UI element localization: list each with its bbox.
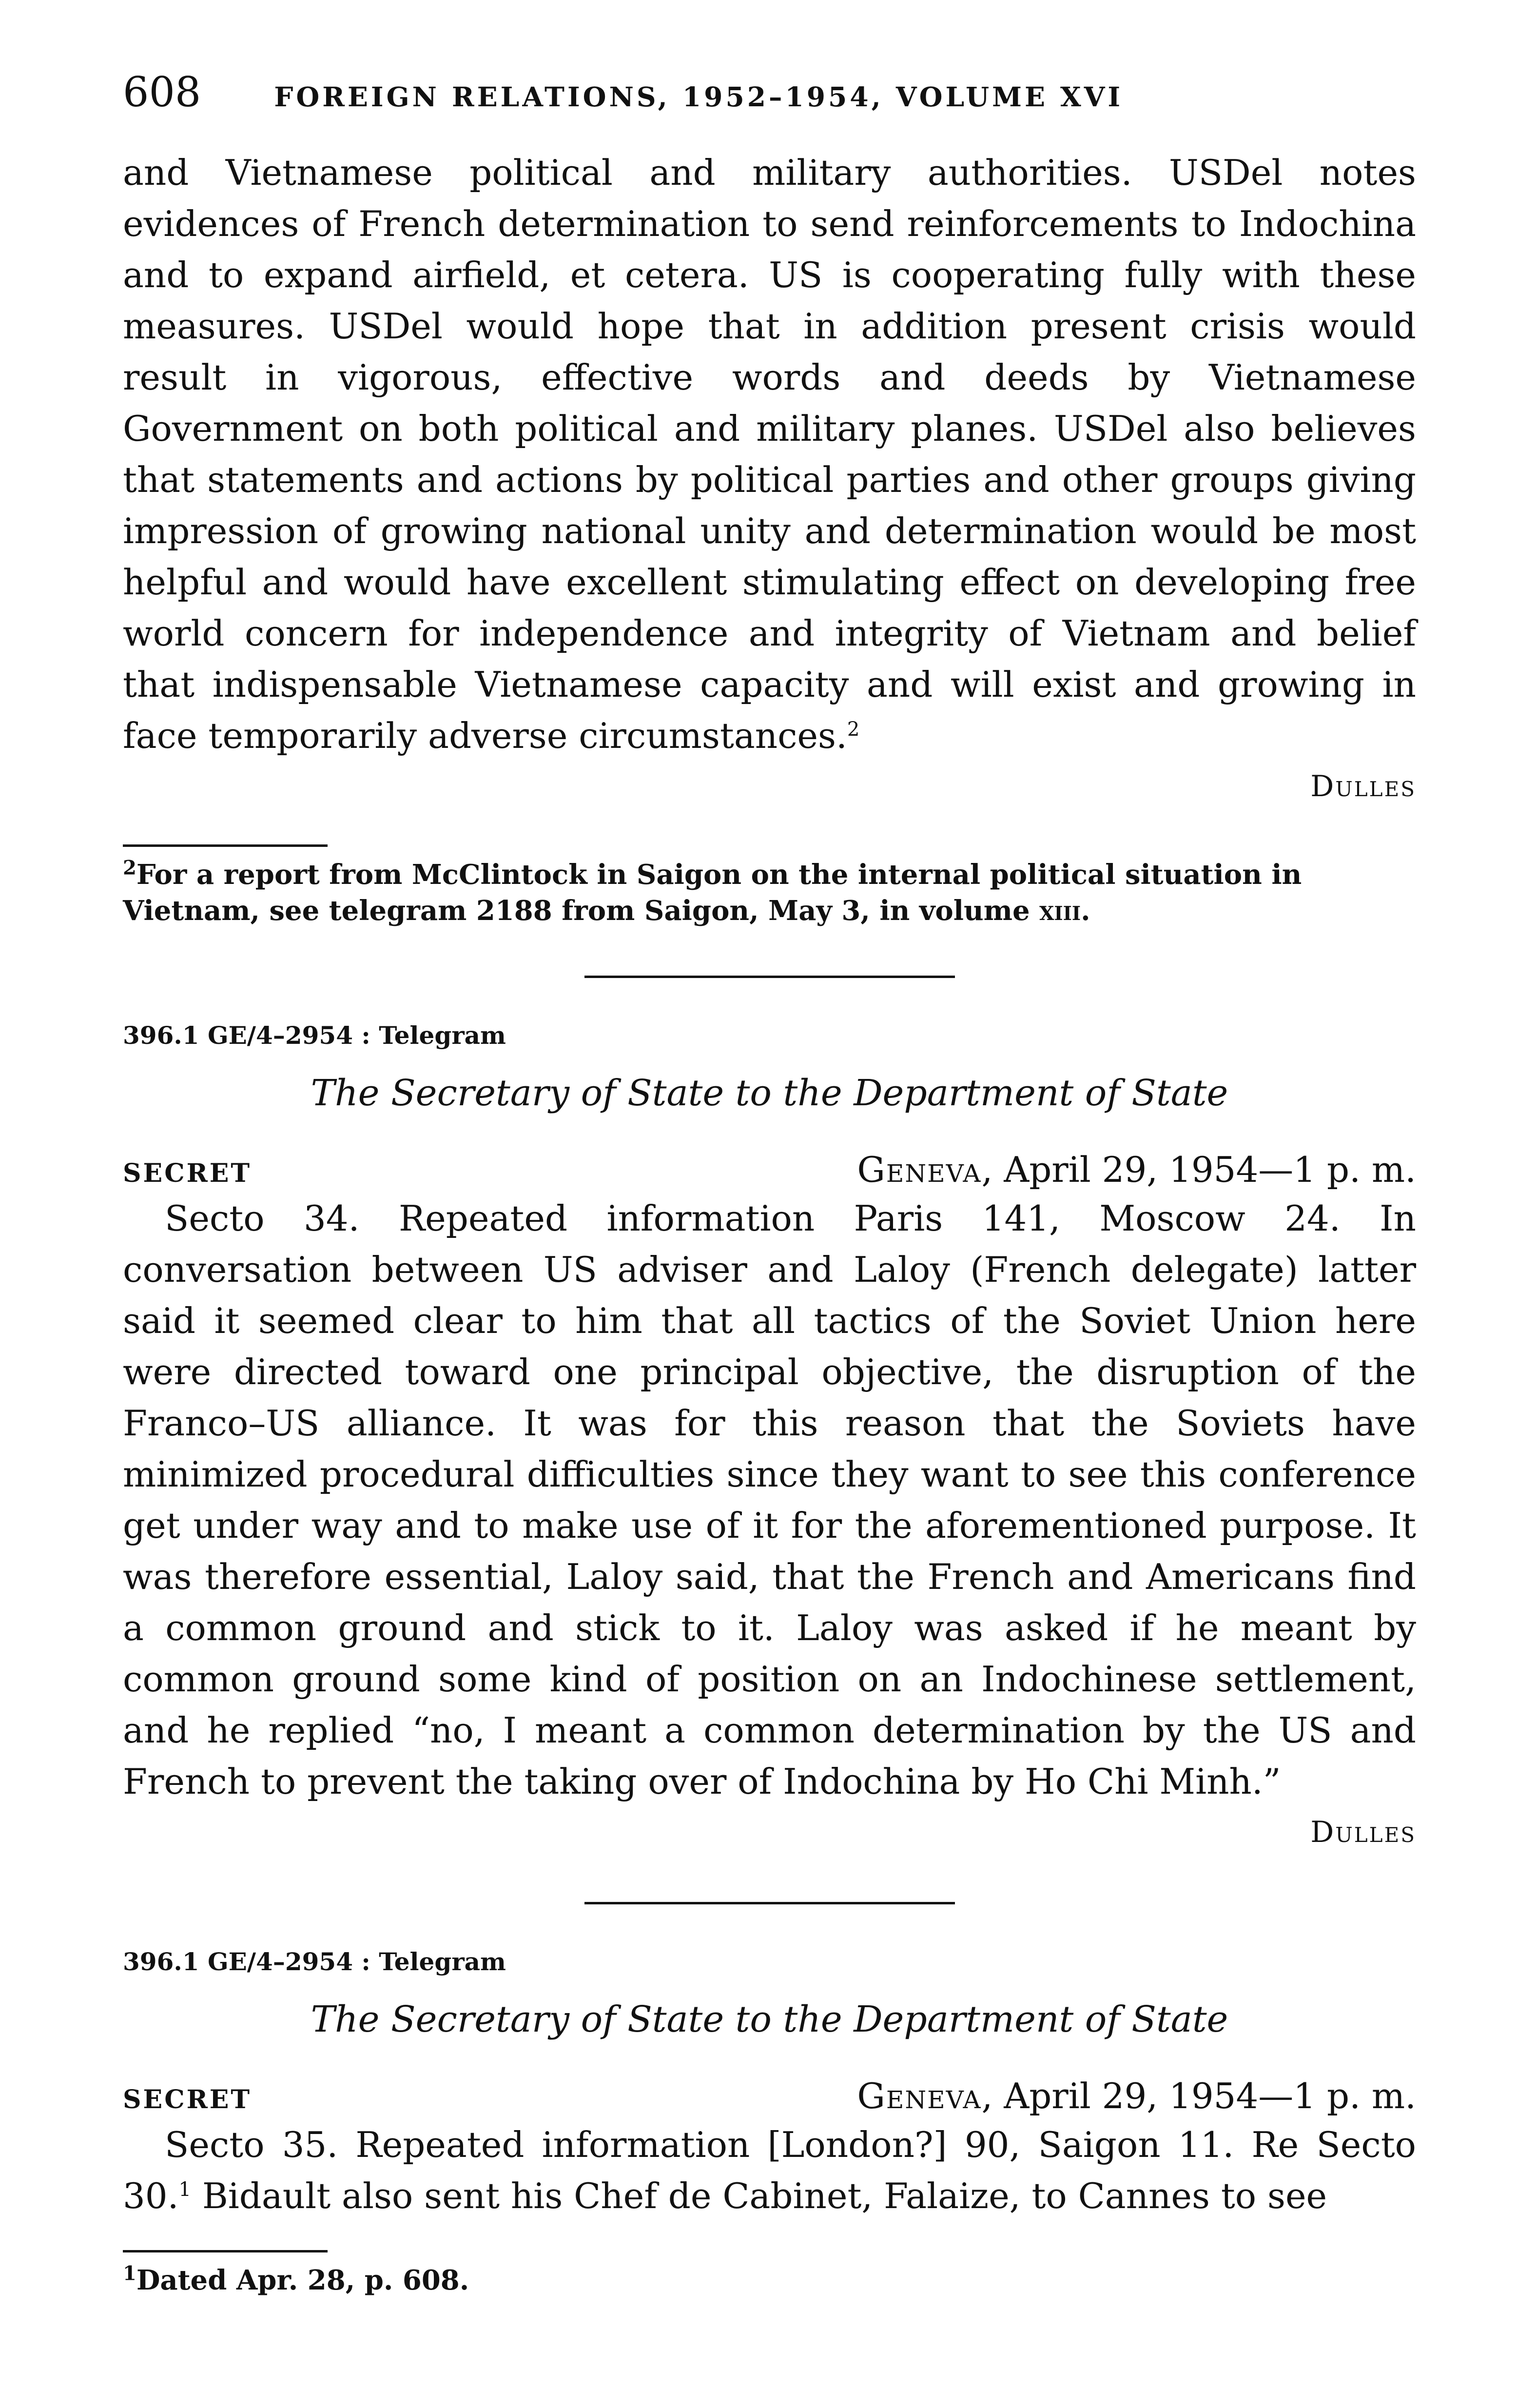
- page-number: 608: [123, 68, 201, 116]
- footnote-end: .: [1081, 895, 1090, 927]
- document-title: The Secretary of State to the Department of State: [311, 1072, 1228, 1114]
- footnote-volume: xiii: [1039, 895, 1081, 927]
- footnote-text: For a report from McClintock in Saigon on the internal political situation in Vietnam, see telegram 2188 from Saigon, May 3, in volume: [123, 859, 1302, 927]
- telegram-body: Secto 34. Repeated information Paris 141, Moscow 24. In conversation between US adviser and Laloy (French delegate) latter said it seemed clear to him that all tactics of the Soviet Union here were directed toward one principal objective, the disruption of the Franco–US alliance. It was for this reason that the Soviets have minimized procedural difficulties since they want to see this conference get under way and to make use of it for the aforementioned purpose. It was therefore essential, Laloy said, that the French and Americans find a common ground and stick to it. Laloy was asked if he meant by common ground some kind of position on an Indochinese settlement, and he replied “no, I meant a common determination by the US and French to prevent the taking over of Indochina by Ho Chi Minh.”: [123, 1198, 1416, 1802]
- footnote-text: Dated Apr. 28, p. 608.: [136, 2264, 469, 2296]
- classification: SECRET: [123, 1158, 252, 1188]
- file-reference: 396.1 GE/4–2954 : Telegram: [123, 1947, 506, 1976]
- document-title: The Secretary of State to the Department of State: [311, 1998, 1228, 2040]
- dateline: [857, 2075, 1416, 2116]
- dateline-place: Geneva: [857, 2075, 982, 2116]
- footnote-ref-1[interactable]: 1: [178, 2178, 191, 2201]
- dateline: [857, 1149, 1416, 1190]
- body-end: Bidault also sent his Chef de Cabinet, Falaize, to Cannes to see: [191, 2175, 1327, 2216]
- classification: SECRET: [123, 2085, 252, 2114]
- section-divider: [584, 1902, 955, 1904]
- section-divider: [584, 976, 955, 978]
- file-reference: 396.1 GE/4–2954 : Telegram: [123, 1021, 506, 1050]
- running-head: FOREIGN RELATIONS, 1952–1954, VOLUME XVI: [274, 81, 1124, 113]
- footnote-2: [123, 857, 1416, 929]
- dateline-date: , April 29, 1954—1 p. m.: [981, 2075, 1416, 2116]
- dateline-place: Geneva: [857, 1149, 982, 1190]
- continuation-paragraph: [123, 147, 1416, 762]
- continuation-text: and Vietnamese political and military authorities. USDel notes evidences of French determination to send reinforcements to Indochina and to expand airfield, et cetera. US is cooperating fully with these measures. USDel would hope that in addition present crisis would result in vigorous, effective words and deeds by Vietnamese Government on both political and military planes. USDel also believes that statements and actions by political parties and other groups giving impression of growing national unity and determination would be most helpful and would have excellent stimulating effect on developing free world concern for independence and integrity of Vietnam and belief that indispensable Vietnamese capacity and will exist and growing in face temporarily adverse circumstances.: [123, 152, 1416, 756]
- footnote-marker: 1: [123, 2262, 136, 2285]
- footnote-rule: [123, 844, 328, 847]
- telegram-body: [123, 2119, 1416, 2222]
- body-start: Secto 35. Repeated information [London?] 90, Saigon 11. Re Secto 30.: [123, 2124, 1416, 2216]
- signature-dulles-1: Dulles: [1310, 769, 1416, 803]
- footnote-1: [123, 2262, 1416, 2298]
- footnote-rule: [123, 2250, 328, 2252]
- footnote-ref-2[interactable]: 2: [847, 718, 860, 741]
- classification-line: [123, 1149, 1416, 1190]
- classification-line: [123, 2075, 1416, 2116]
- page-header: [123, 68, 1416, 146]
- footnote-marker: 2: [123, 856, 136, 880]
- dateline-date: , April 29, 1954—1 p. m.: [981, 1149, 1416, 1190]
- signature-dulles-2: Dulles: [1310, 1815, 1416, 1849]
